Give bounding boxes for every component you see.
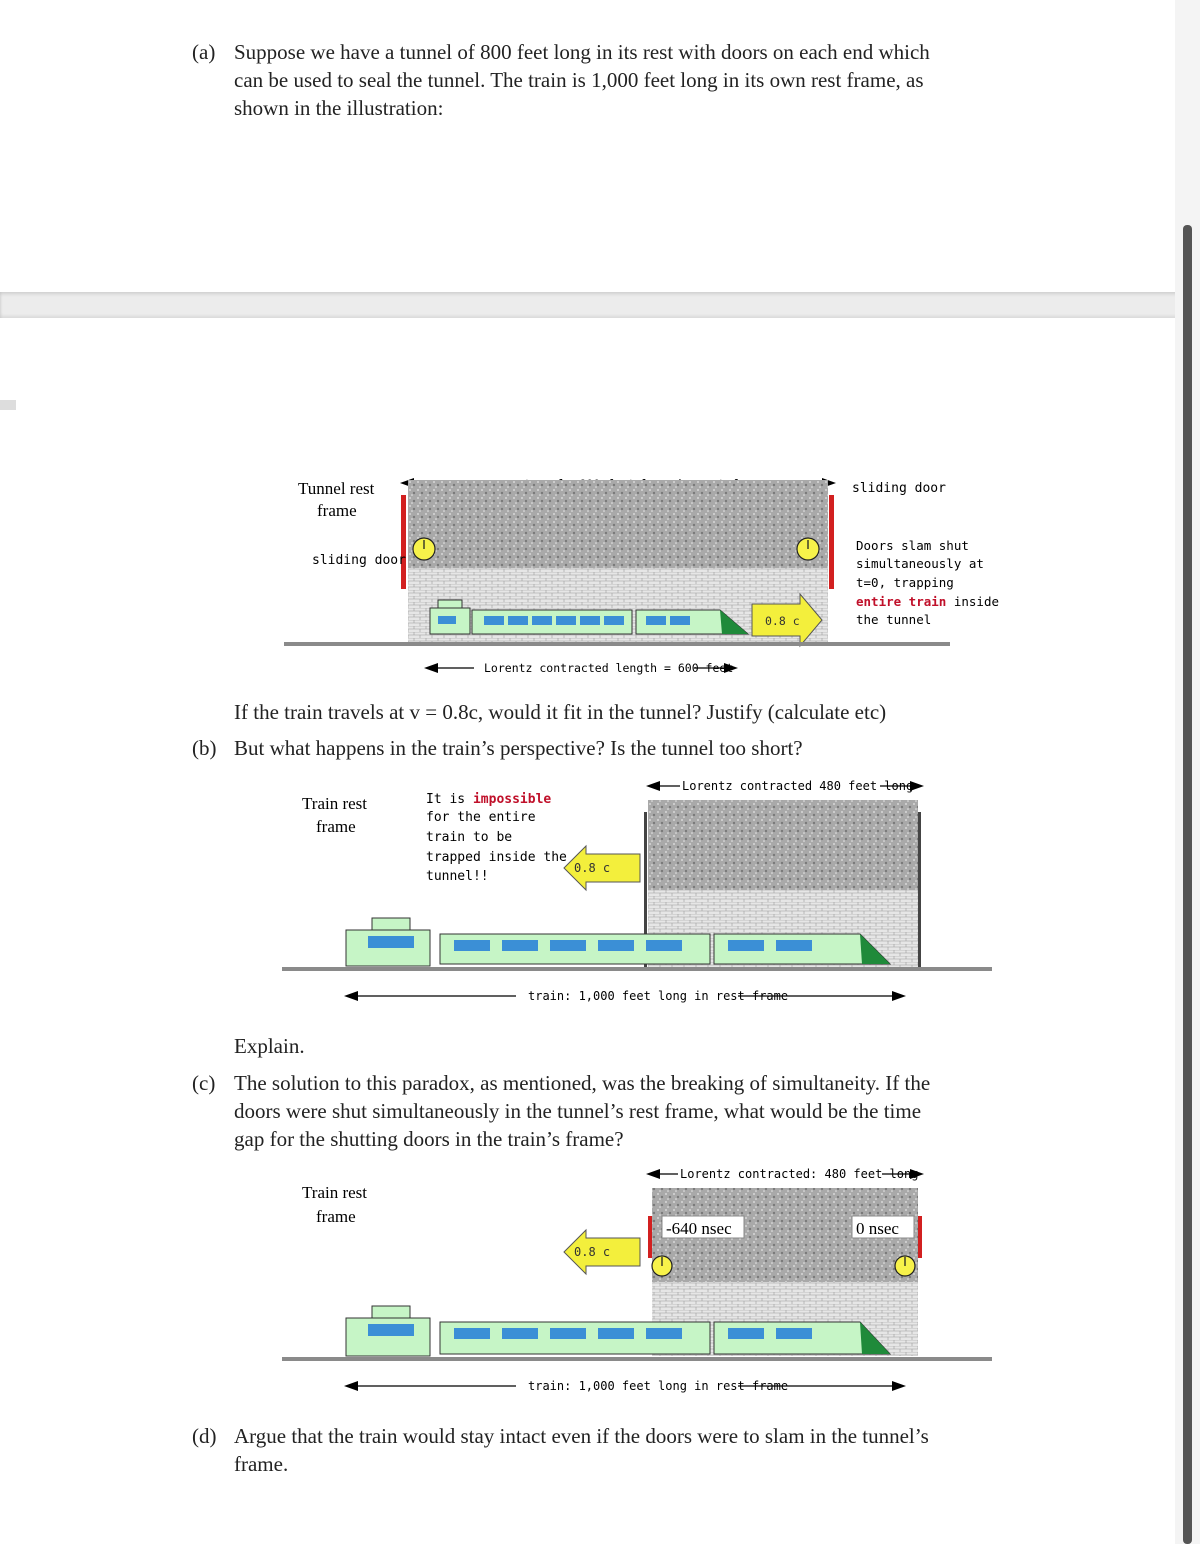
ground-track: [282, 1357, 992, 1361]
part-b-line: But what happens in the train’s perspective? Is the tunnel too short?: [234, 736, 803, 760]
page-edge-marker: [0, 400, 16, 410]
frame-label-line2: frame: [317, 501, 357, 520]
frame-label-line1: Train rest: [302, 1183, 368, 1202]
train-length-label: train: 1,000 feet long in rest frame: [528, 1379, 789, 1393]
part-b-label: (b): [192, 736, 217, 760]
right-sliding-door: [829, 495, 834, 589]
figure-train-rest-frame-clocks: [0, 1160, 1200, 1400]
note-line5: the tunnel: [856, 612, 932, 627]
part-a-line3: shown in the illustration:: [234, 96, 444, 120]
train-length-label: train: 1,000 feet long in rest frame: [528, 989, 789, 1003]
part-c-line1: The solution to this paradox, as mentioned, was the breaking of simultaneity. If the: [234, 1071, 931, 1095]
velocity-label: 0.8 c: [574, 1245, 611, 1259]
impossible-note-line4: trapped inside the: [426, 850, 567, 865]
right-clock-readout: 0 nsec: [856, 1219, 899, 1238]
contracted-length-label: Lorentz contracted length = 600 feet: [484, 661, 734, 675]
explain-line: Explain.: [234, 1034, 305, 1058]
velocity-label: 0.8 c: [574, 861, 611, 875]
part-d-line1: Argue that the train would stay intact even if the doors were to slam in the tunnel’s: [234, 1424, 929, 1448]
question-a-text: If the train travels at v = 0.8c, would it fit in the tunnel? Justify (calculate etc): [234, 700, 887, 724]
figure-tunnel-rest-frame: [0, 440, 1200, 680]
part-c-label: (c): [192, 1071, 216, 1095]
impossible-note-line5: tunnel!!: [426, 869, 489, 884]
left-door-label: sliding door: [312, 553, 406, 568]
question-a: [192, 698, 1052, 726]
left-sliding-door: [648, 1216, 652, 1258]
part-a-text: [192, 38, 1052, 122]
explain-text: [192, 1032, 1052, 1060]
figure-train-rest-frame: [0, 770, 1200, 1010]
part-a-line2: can be used to seal the tunnel. The train is 1,000 feet long in its own rest frame, as: [234, 68, 924, 92]
ground-track: [284, 642, 950, 646]
note-line4: entire train inside: [856, 594, 999, 609]
tunnel-rock: [408, 480, 828, 568]
right-door-label: sliding door: [852, 481, 946, 496]
ground-track: [282, 967, 992, 971]
frame-label-line2: frame: [316, 1207, 356, 1226]
frame-label-line1: Train rest: [302, 794, 368, 813]
part-c-line2: doors were shut simultaneously in the tunnel’s rest frame, what would be the time: [234, 1099, 922, 1123]
part-d-label: (d): [192, 1424, 217, 1448]
tunnel-rock: [648, 800, 918, 890]
part-a-line1: Suppose we have a tunnel of 800 feet long in its rest with doors on each end which: [234, 40, 930, 64]
right-sliding-door: [918, 1216, 922, 1258]
note-line1: Doors slam shut: [856, 538, 969, 553]
page-separator: [0, 292, 1200, 318]
note-line2: simultaneously at: [856, 556, 984, 571]
note-line3: t=0, trapping: [856, 575, 954, 590]
part-c-line3: gap for the shutting doors in the train’s frame?: [234, 1127, 624, 1151]
impossible-note-line2: for the entire: [426, 810, 536, 825]
left-clock-readout: -640 nsec: [666, 1219, 732, 1238]
part-c-text: [192, 1069, 1052, 1153]
frame-label-line2: frame: [316, 817, 356, 836]
velocity-label: 0.8 c: [765, 614, 800, 628]
frame-label-line1: Tunnel rest: [298, 479, 375, 498]
left-sliding-door: [401, 495, 406, 589]
tunnel-contracted-label: Lorentz contracted 480 feet long: [682, 779, 914, 793]
part-b-text: [192, 734, 1052, 762]
part-d-line2: frame.: [234, 1452, 289, 1476]
part-d-text: [192, 1422, 1052, 1478]
impossible-note-line1: It is impossible: [426, 792, 552, 807]
part-a-label: (a): [192, 40, 216, 64]
tunnel-contracted-label: Lorentz contracted: 480 feet long: [680, 1167, 919, 1181]
impossible-note-line3: train to be: [426, 830, 513, 845]
